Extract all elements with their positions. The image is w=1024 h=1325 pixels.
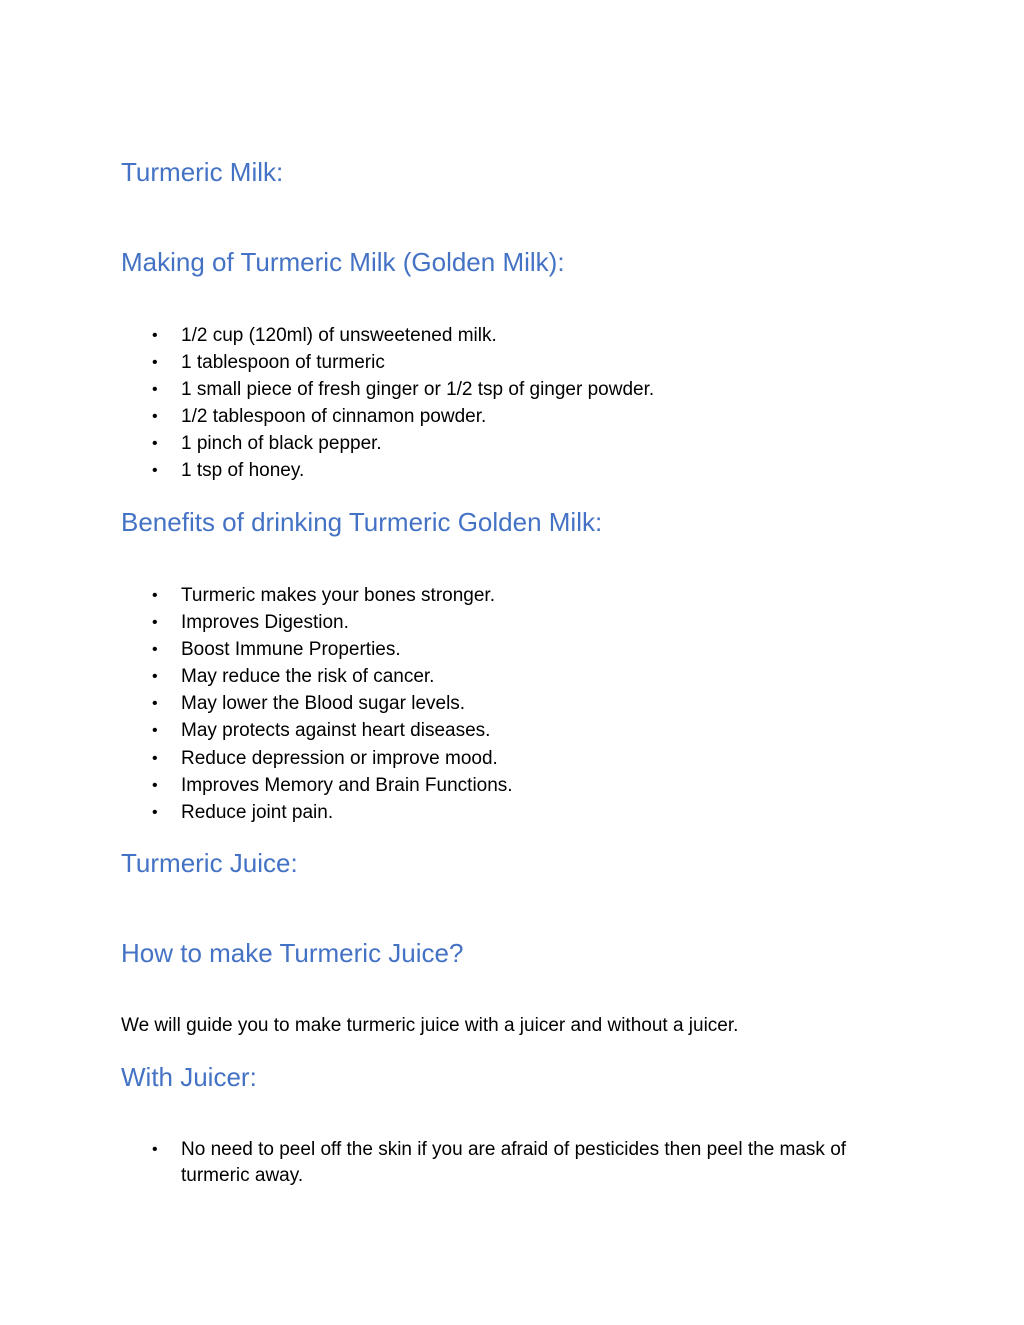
list-item: • Reduce joint pain. [150,799,513,826]
list-item: • Improves Digestion. [150,609,513,636]
bullet-icon: • [152,614,158,632]
bullet-icon: • [152,695,158,713]
heading-with-juicer: With Juicer: [121,1062,257,1092]
heading-benefits: Benefits of drinking Turmeric Golden Milk: [121,507,603,537]
list-item: • 1 tsp of honey. [150,457,654,484]
benefits-list [150,582,513,826]
bullet-icon: • [152,641,158,659]
bullet-icon: • [152,587,158,604]
list-item: • May lower the Blood sugar levels. [150,690,513,717]
bullet-icon: • [152,803,158,821]
heading-making-turmeric-milk: Making of Turmeric Milk (Golden Milk): [121,247,565,277]
list-item: • Reduce depression or improve mood. [150,745,513,772]
juice-intro-paragraph: We will guide you to make turmeric juice with a juicer and without a juicer. [121,1015,739,1036]
heading-turmeric-milk: Turmeric Milk: [121,157,284,187]
list-item: • 1 pinch of black pepper. [150,430,654,457]
list-item: • No need to peel off the skin if you are afraid of pesticides then peel the mask of turmeric away. [152,1139,847,1186]
with-juicer-list [150,1137,911,1189]
bullet-icon: • [152,354,158,372]
list-item: • 1 tablespoon of turmeric [150,349,654,376]
heading-how-to-make-juice: How to make Turmeric Juice? [121,938,464,968]
bullet-icon: • [152,749,158,767]
list-item: • May reduce the risk of cancer. [150,663,513,690]
bullet-icon: • [152,722,158,740]
bullet-icon: • [152,1141,158,1158]
list-item: • 1/2 tablespoon of cinnamon powder. [150,403,654,430]
heading-turmeric-juice: Turmeric Juice: [121,848,298,878]
list-item: • 1 small piece of fresh ginger or 1/2 tsp of ginger powder. [150,376,654,403]
list-item: • 1/2 cup (120ml) of unsweetened milk. [150,322,654,349]
bullet-icon: • [152,668,158,686]
list-item: • Turmeric makes your bones stronger. [150,582,513,609]
bullet-icon: • [152,435,158,453]
bullet-icon: • [152,327,158,344]
bullet-icon: • [152,381,158,399]
bullet-icon: • [152,776,158,794]
list-item: • Improves Memory and Brain Functions. [150,772,513,799]
bullet-icon: • [152,408,158,426]
ingredients-list [150,322,654,485]
list-item: • May protects against heart diseases. [150,717,513,744]
list-item: • Boost Immune Properties. [150,636,513,663]
bullet-icon: • [152,462,158,480]
